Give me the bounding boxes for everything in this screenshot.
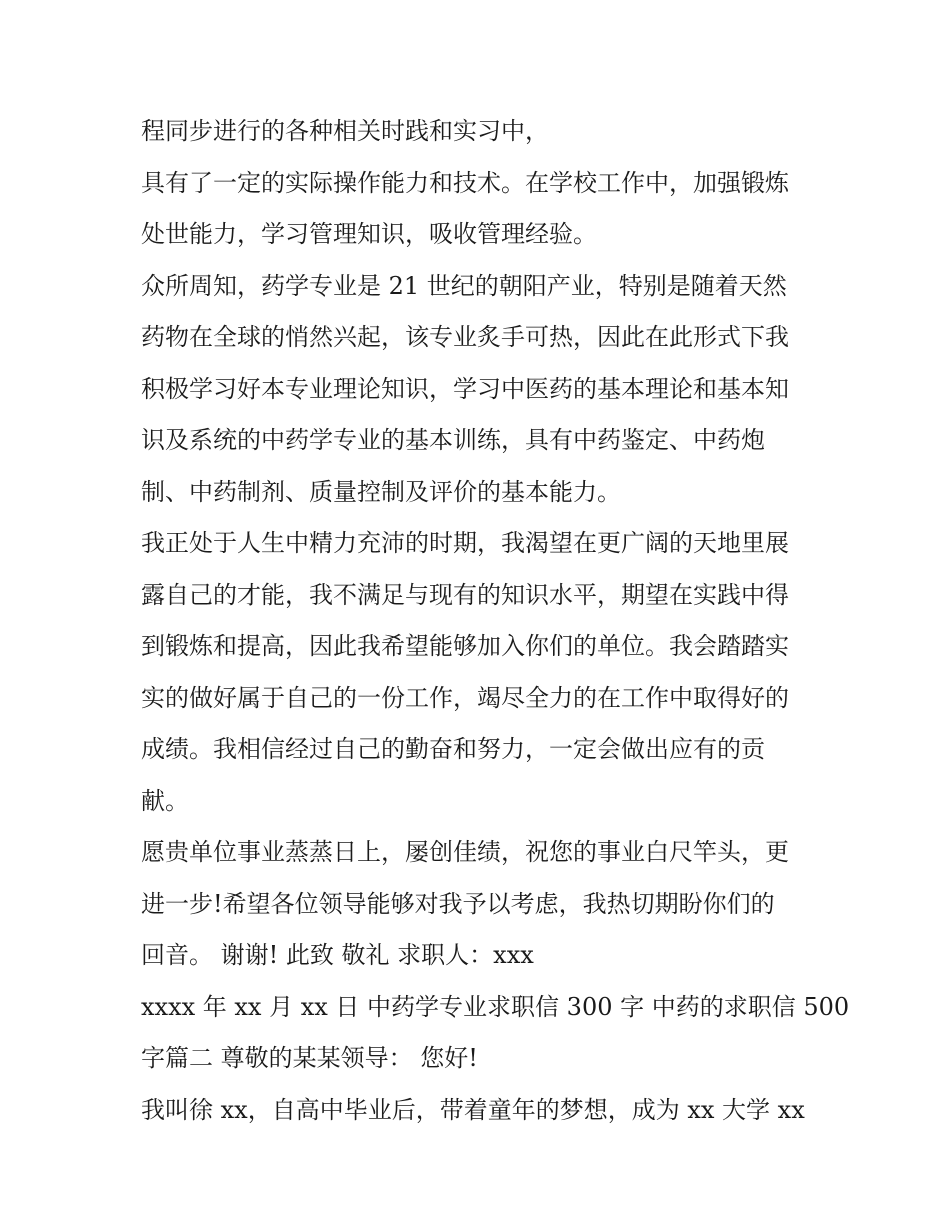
text-line: 制、中药制剂、质量控制及评价的基本能力。: [141, 477, 621, 506]
text-line: 献。: [141, 786, 189, 815]
text-line: 我叫徐 xx，自高中毕业后，带着童年的梦想，成为 xx 大学 xx: [141, 1095, 805, 1124]
text-line: 字篇二 尊敬的某某领导： 您好!: [141, 1044, 478, 1072]
text-line: 进一步!希望各位领导能够对我予以考虑，我热切期盼你们的: [141, 889, 775, 918]
text-line: 程同步进行的各种相关时践和实习中，: [141, 117, 549, 145]
text-line: 露自己的才能，我不满足与现有的知识水平，期望在实践中得: [141, 580, 789, 609]
text-line: 众所周知，药学专业是 21 世纪的朝阳产业，特别是随着天然: [141, 271, 787, 300]
text-line: 我正处于人生中精力充沛的时期，我渴望在更广阔的天地里展: [141, 529, 789, 557]
text-line: 具有了一定的实际操作能力和技术。在学校工作中，加强锻炼: [141, 168, 789, 197]
text-line: 药物在全球的悄然兴起，该专业炙手可热，因此在此形式下我: [141, 323, 789, 351]
text-line: 积极学习好本专业理论知识，学习中医药的基本理论和基本知: [141, 374, 789, 403]
text-line: 愿贵单位事业蒸蒸日上，屡创佳绩，祝您的事业白尺竿头，更: [141, 838, 789, 866]
text-line: 到锻炼和提高，因此我希望能够加入你们的单位。我会踏踏实: [141, 632, 789, 660]
document-body: [141, 106, 850, 1136]
text-line: 识及系统的中药学专业的基本训练，具有中药鉴定、中药炮: [141, 426, 765, 454]
text-line: 成绩。我相信经过自己的勤奋和努力，一定会做出应有的贡: [141, 735, 765, 763]
text-line: xxxx 年 xx 月 xx 日 中药学专业求职信 300 字 中药的求职信 500: [141, 992, 850, 1021]
text-line: 回音。 谢谢! 此致 敬礼 求职人：xxx: [141, 941, 534, 969]
text-line: 处世能力，学习管理知识，吸收管理经验。: [141, 220, 597, 248]
text-line: 实的做好属于自己的一份工作，竭尽全力的在工作中取得好的: [141, 683, 789, 712]
